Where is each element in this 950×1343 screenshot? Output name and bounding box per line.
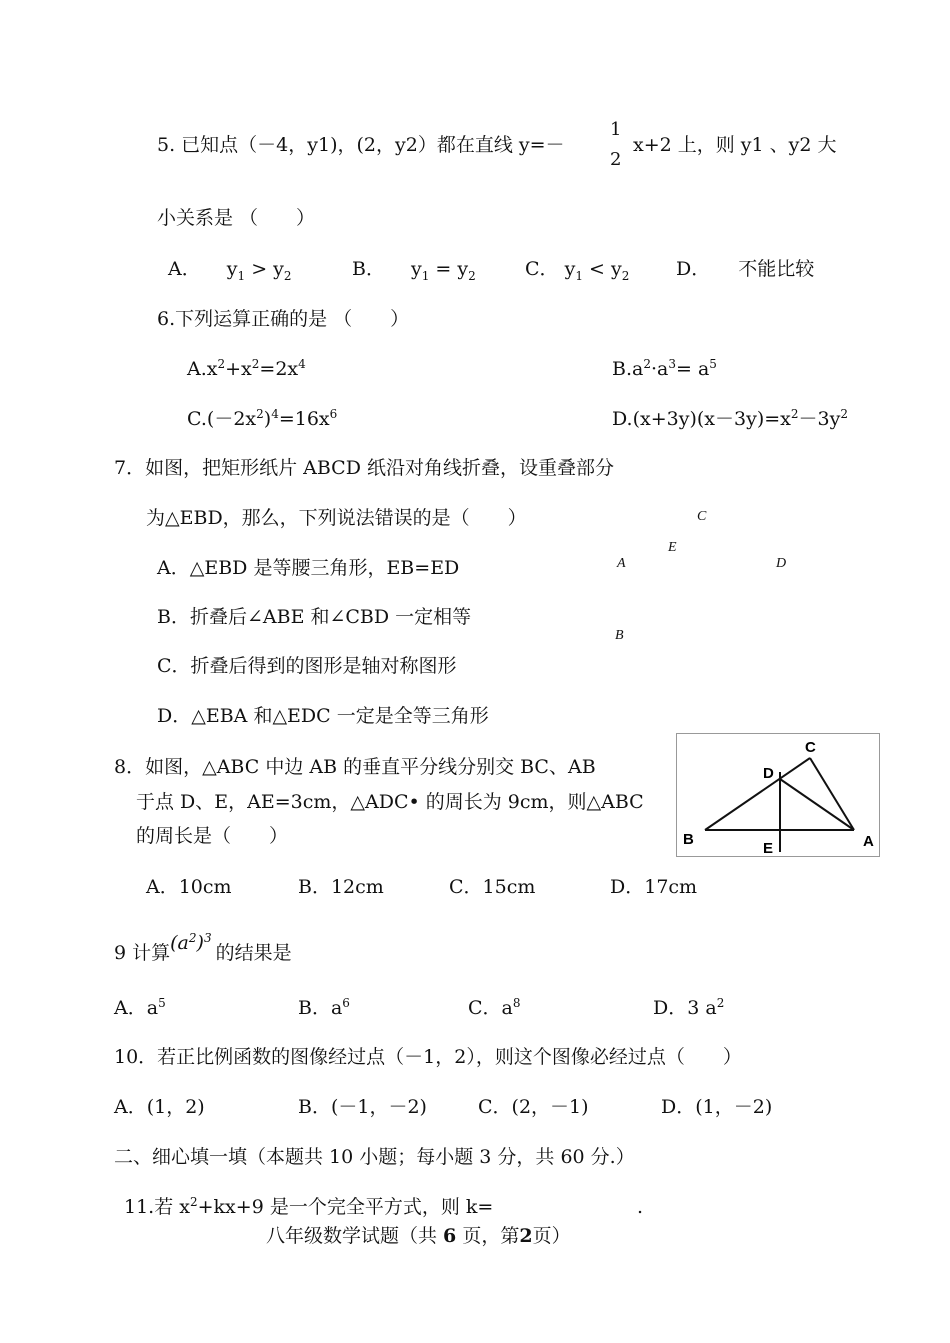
- sup: 2: [840, 407, 848, 421]
- t: ): [263, 408, 272, 430]
- gt-sign: >: [245, 258, 274, 280]
- t: 页，第: [456, 1225, 520, 1247]
- q9-expr: [170, 932, 211, 954]
- q6-option-c: [187, 407, 338, 430]
- t: 页）: [532, 1225, 571, 1247]
- q7-fig-label-e: E: [668, 540, 677, 555]
- sup: 2: [188, 931, 197, 945]
- sup: 2: [716, 996, 725, 1010]
- q5-fraction-numerator: 1: [610, 119, 622, 140]
- t: D．3 a: [653, 997, 717, 1019]
- t: B.a: [612, 358, 644, 380]
- fig-label-c: C: [805, 739, 816, 756]
- t: (a: [170, 932, 189, 954]
- sup: 2: [790, 407, 799, 421]
- q10-option-a: A．(1，2): [114, 1096, 205, 1118]
- sup: 6: [329, 407, 338, 421]
- var-y: y: [610, 258, 622, 280]
- q7-line1: 7．如图，把矩形纸片 ABCD 纸沿对角线折叠，设重叠部分: [114, 457, 614, 479]
- q10-stem: 10．若正比例函数的图像经过点（－1，2），则这个图像必经过点（ ）: [114, 1046, 742, 1068]
- subscript: 1: [237, 269, 246, 283]
- sup: 8: [512, 996, 521, 1010]
- segment-bc: [705, 758, 810, 830]
- t: 八年级数学试题（共: [266, 1225, 444, 1247]
- var-y: y: [411, 258, 422, 280]
- total-pages: 6: [443, 1225, 457, 1247]
- q10-option-c: C．(2，－1): [478, 1096, 589, 1118]
- q8-option-d: D．17cm: [610, 876, 698, 898]
- fig-label-a: A: [863, 833, 874, 850]
- sup: 2: [643, 357, 651, 371]
- subscript: 2: [621, 269, 630, 283]
- t: 11.若 x: [124, 1196, 190, 1218]
- fig-label-d: D: [763, 765, 774, 782]
- q8-line3: 的周长是（ ）: [136, 825, 289, 847]
- q5-option-b: [352, 258, 476, 283]
- q7-fig-label-a: A: [617, 556, 626, 571]
- q10-option-d: D．(1，－2): [661, 1096, 773, 1118]
- t: ·a: [650, 358, 669, 380]
- section-2-title: 二、细心填一填（本题共 10 小题；每小题 3 分，共 60 分.）: [114, 1146, 635, 1168]
- sup: 4: [298, 357, 306, 371]
- segment-ca: [810, 758, 854, 830]
- var-y: y: [273, 258, 284, 280]
- page-footer: [266, 1227, 571, 1246]
- q8-option-b: B．12cm: [298, 876, 384, 898]
- sup: 3: [203, 931, 212, 945]
- q5-fraction-denominator: 2: [610, 149, 622, 170]
- q8-line1: 8．如图，△ABC 中边 AB 的垂直平分线分别交 BC、AB: [114, 756, 596, 778]
- var-y: y: [457, 258, 469, 280]
- q5-option-c: [525, 258, 630, 283]
- q7-option-d: D．△EBA 和△EDC 一定是全等三角形: [157, 705, 489, 727]
- q10-option-b: B．(－1，－2): [298, 1096, 427, 1118]
- q7-fig-label-d: D: [776, 556, 787, 571]
- q9-option-c: [468, 996, 521, 1019]
- q8-triangle-figure: [676, 733, 880, 857]
- sup: 2: [217, 357, 226, 371]
- q7-option-c: C．折叠后得到的图形是轴对称图形: [157, 655, 457, 677]
- t: D.(x+3y)(x－3y)=x: [612, 408, 791, 430]
- subscript: 1: [575, 269, 583, 283]
- q5-line2: 小关系是 （ ）: [157, 207, 316, 229]
- option-label: A．: [168, 258, 201, 280]
- sup: 5: [158, 996, 166, 1010]
- sup: 5: [709, 357, 717, 371]
- option-label: D．: [676, 258, 711, 280]
- q9-option-a: [114, 996, 166, 1019]
- t: +x: [225, 358, 252, 380]
- q5-option-d: [676, 260, 814, 279]
- q7-option-a: A．△EBD 是等腰三角形，EB=ED: [157, 557, 460, 579]
- var-y: y: [226, 258, 238, 280]
- t: B．a: [298, 997, 343, 1019]
- sup: 4: [271, 407, 279, 421]
- q9-post: 的结果是: [215, 942, 292, 964]
- q5-option-a: [168, 258, 292, 283]
- t: = a: [676, 358, 710, 380]
- q11-blank-end: .: [637, 1196, 644, 1218]
- t: A.x: [187, 358, 218, 380]
- t: －3y: [798, 408, 841, 430]
- q6-option-d: [612, 407, 848, 430]
- q6-option-b: [612, 357, 717, 380]
- fig-label-e: E: [763, 840, 774, 856]
- fig-label-b: B: [683, 831, 694, 848]
- q6-option-a: [187, 357, 306, 380]
- q7-line2: 为△EBD，那么，下列说法错误的是（ ）: [146, 507, 527, 529]
- q7-option-b: B．折叠后∠ABE 和∠CBD 一定相等: [157, 606, 472, 628]
- page-number: 2: [519, 1225, 533, 1247]
- sup: 3: [668, 357, 676, 371]
- t: C.(－2x: [187, 408, 257, 430]
- q9-stem: [114, 931, 292, 964]
- option-label: B．: [352, 258, 385, 280]
- q7-fig-label-b: B: [615, 628, 624, 643]
- q9-option-d: [653, 996, 725, 1019]
- q11-stem: [124, 1195, 494, 1218]
- q8-line2: 于点 D、E，AE=3cm，△ADC• 的周长为 9cm，则△ABC: [136, 791, 644, 813]
- q8-figure-svg: [677, 734, 879, 856]
- subscript: 2: [283, 269, 292, 283]
- option-label: C．: [525, 258, 559, 280]
- subscript: 2: [468, 269, 476, 283]
- eq-sign: =: [429, 258, 458, 280]
- q8-option-a: A．10cm: [146, 876, 232, 898]
- sup: 2: [256, 407, 264, 421]
- sup: 6: [342, 996, 350, 1010]
- t: =2x: [259, 358, 299, 380]
- t: C．a: [468, 997, 513, 1019]
- q6-stem: 6.下列运算正确的是 （ ）: [157, 308, 410, 330]
- t: =16x: [278, 408, 330, 430]
- option-text: 不能比较: [738, 258, 815, 280]
- q9-option-b: [298, 996, 350, 1019]
- var-y: y: [564, 258, 576, 280]
- lt-sign: <: [582, 258, 611, 280]
- sup: 2: [189, 1195, 198, 1209]
- q8-option-c: C．15cm: [449, 876, 536, 898]
- q5-line1-part2: x+2 上，则 y1 、y2 大: [633, 134, 837, 156]
- q7-fig-label-c: C: [697, 509, 707, 524]
- t: +kx+9 是一个完全平方式，则 k=: [197, 1196, 494, 1218]
- t: A．a: [114, 997, 159, 1019]
- sup: 2: [251, 357, 260, 371]
- subscript: 1: [421, 269, 430, 283]
- q5-line1-part1: 5. 已知点（－4，y1)，(2，y2）都在直线 y=－: [157, 134, 565, 156]
- q9-pre: 9 计算: [114, 942, 171, 964]
- t: ): [196, 932, 204, 954]
- segment-da: [780, 779, 854, 830]
